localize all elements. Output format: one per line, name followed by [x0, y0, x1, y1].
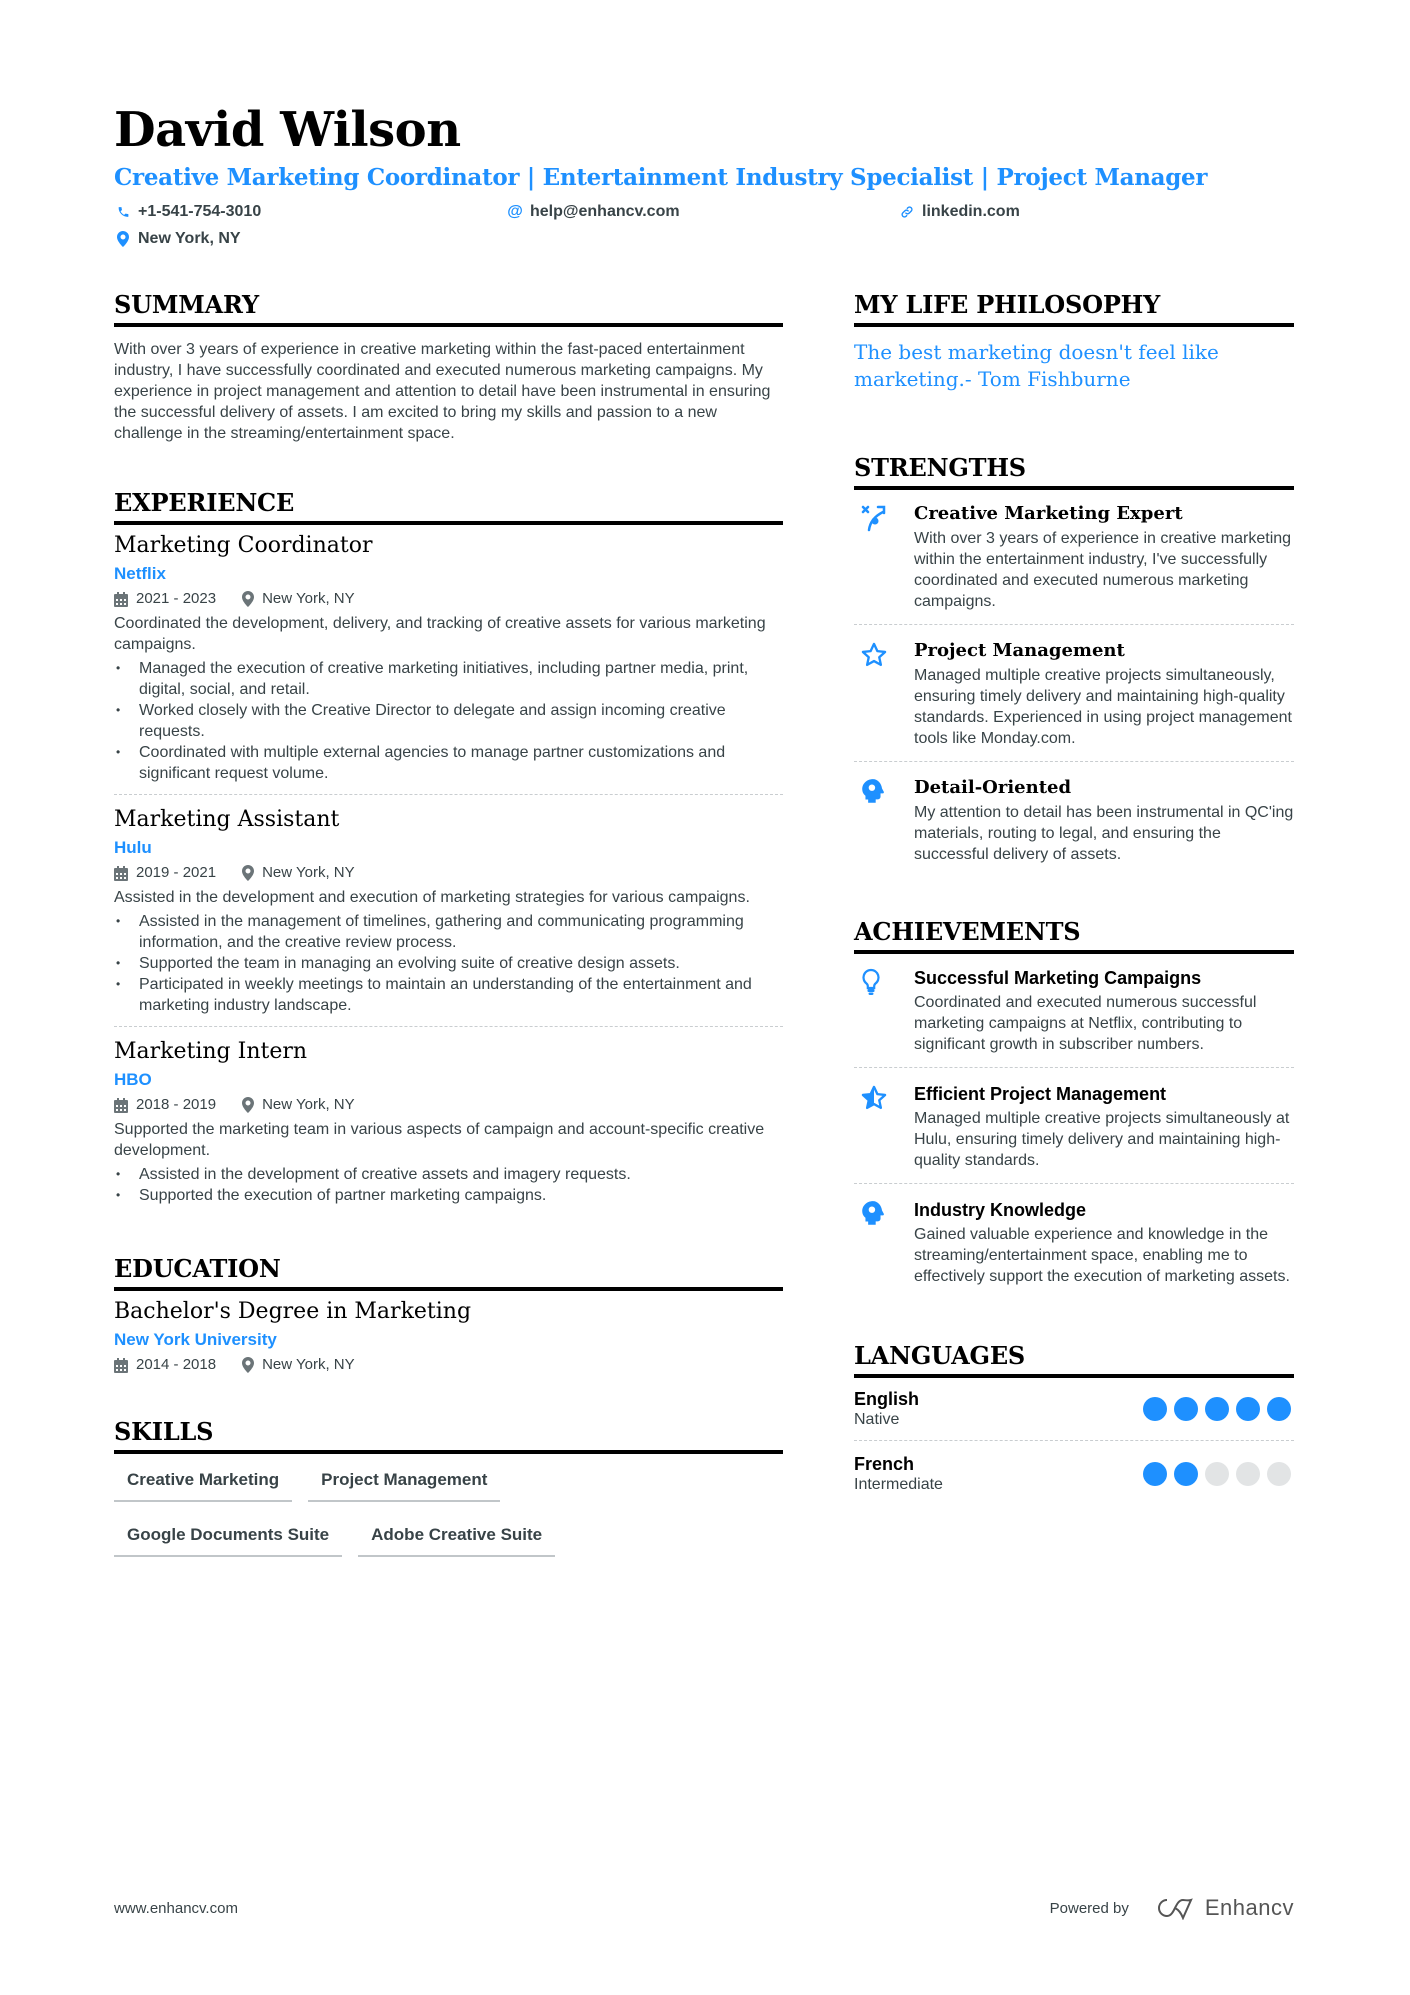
contact-email[interactable]	[506, 198, 898, 225]
section-divider	[854, 1374, 1294, 1378]
job-location: New York, NY	[262, 1096, 355, 1113]
achievement-text: Gained valuable experience and knowledge in the streaming/entertainment space, enabling me to effectively support the execution of marketing assets.	[914, 1226, 1290, 1285]
section-divider	[114, 1287, 783, 1291]
job-bullets	[114, 911, 783, 1016]
strength-item	[854, 761, 1294, 877]
bullet-item: • Supported the execution of partner marketing campaigns.	[114, 1185, 783, 1206]
job-location: New York, NY	[262, 864, 355, 881]
language-name: French	[854, 1454, 915, 1474]
contact-location	[114, 225, 506, 252]
job-dates: 2021 - 2023	[136, 590, 217, 607]
location-pin-icon	[242, 1097, 254, 1113]
education-dates: 2014 - 2018	[136, 1356, 217, 1373]
powered-by-label: Powered by	[1049, 1899, 1129, 1917]
footer-url[interactable]: www.enhancv.com	[114, 1899, 238, 1917]
philosophy-section	[854, 290, 1294, 393]
skills-section	[114, 1417, 783, 1557]
achievement-title: Successful Marketing Campaigns	[914, 968, 1202, 988]
contact-list	[114, 198, 1294, 252]
education-section	[114, 1254, 783, 1377]
section-title: STRENGTHS	[854, 453, 1026, 482]
bullet-item: • Supported the team in managing an evolving suite of creative design assets.	[114, 953, 783, 974]
job-meta	[114, 1093, 783, 1117]
experience-entry	[114, 794, 783, 1026]
degree-title: Bachelor's Degree in Marketing	[114, 1299, 472, 1324]
job-description: Supported the marketing team in various aspects of campaign and account-specific creative development.	[114, 1121, 765, 1159]
location-pin-icon	[242, 1357, 254, 1373]
location-pin-icon	[114, 231, 132, 247]
headline: Creative Marketing Coordinator | Entertainment Industry Specialist | Project Manager	[114, 164, 1208, 191]
achievement-title: Industry Knowledge	[914, 1200, 1087, 1220]
languages-section	[854, 1341, 1294, 1505]
at-icon: @	[507, 202, 523, 220]
head-icon	[854, 1198, 914, 1287]
rating-dot-filled	[1143, 1462, 1167, 1486]
language-item	[854, 1440, 1294, 1505]
enhancv-logo[interactable]	[1153, 1895, 1294, 1921]
bullet-item: • Coordinated with multiple external agencies to manage partner customizations and significant request volume.	[114, 742, 783, 784]
achievement-item	[854, 1067, 1294, 1183]
rating-dot-filled	[1143, 1397, 1167, 1421]
bullet-item: • Worked closely with the Creative Director to delegate and assign incoming creative requests.	[114, 700, 783, 742]
rating-dot-empty	[1236, 1462, 1260, 1486]
job-title: Marketing Assistant	[114, 807, 340, 832]
job-description: Assisted in the development and execution of marketing strategies for various campaigns.	[114, 889, 750, 906]
job-bullets	[114, 1164, 783, 1206]
rating-dot-filled	[1174, 1397, 1198, 1421]
strategy-icon	[854, 502, 914, 612]
section-title: LANGUAGES	[854, 1341, 1026, 1370]
summary-text: With over 3 years of experience in creative marketing within the fast-paced entertainment industry, I have successfully coordinated and executed numerous marketing campaigns. My experience in project management and attention to detail have been instrumental in ensuring the successful delivery of assets. I am excited to bring my skills and passion to a new challenge in the streaming/entertainment space.	[114, 341, 771, 442]
section-title: SKILLS	[114, 1417, 214, 1446]
summary-section	[114, 290, 783, 444]
company-name[interactable]: Hulu	[114, 838, 152, 857]
experience-entry	[114, 531, 783, 794]
job-location: New York, NY	[262, 590, 355, 607]
language-level: Intermediate	[854, 1476, 943, 1493]
footer	[114, 1895, 1294, 1921]
job-title: Marketing Intern	[114, 1039, 308, 1064]
strength-text: Managed multiple creative projects simultaneously, ensuring timely delivery and maintaining high-quality standards. Experienced in using project management tools like Monday.com.	[914, 667, 1292, 747]
skill-tag: Project Management	[308, 1462, 500, 1502]
location-pin-icon	[242, 591, 254, 607]
brand-name: Enhancv	[1204, 1895, 1294, 1920]
skills-list	[114, 1462, 674, 1557]
experience-entry	[114, 1026, 783, 1216]
rating-dot-filled	[1267, 1397, 1291, 1421]
rating-dot-filled	[1236, 1397, 1260, 1421]
section-divider	[854, 323, 1294, 327]
star-half-icon	[854, 1082, 914, 1171]
rating-dot-filled	[1205, 1397, 1229, 1421]
school-name[interactable]: New York University	[114, 1330, 277, 1349]
section-divider	[114, 521, 783, 525]
link-text: linkedin.com	[922, 202, 1020, 220]
company-name[interactable]: HBO	[114, 1070, 152, 1089]
location-pin-icon	[242, 865, 254, 881]
strength-text: My attention to detail has been instrumental in QC'ing materials, routing to legal, and ensuring the successful delivery of assets.	[914, 804, 1294, 863]
language-level: Native	[854, 1411, 900, 1428]
calendar-icon	[114, 1358, 128, 1373]
phone-text: +1-541-754-3010	[138, 202, 262, 220]
language-item	[854, 1382, 1294, 1440]
achievements-section	[854, 917, 1294, 1299]
section-divider	[114, 323, 783, 327]
calendar-icon	[114, 592, 128, 607]
strengths-section	[854, 453, 1294, 877]
achievement-text: Managed multiple creative projects simultaneously at Hulu, ensuring timely delivery and maintaining high-quality standards.	[914, 1110, 1290, 1169]
achievement-title: Efficient Project Management	[914, 1084, 1167, 1104]
philosophy-quote: The best marketing doesn't feel like marketing.- Tom Fishburne	[854, 340, 1219, 391]
section-divider	[854, 486, 1294, 490]
email-text: help@enhancv.com	[530, 202, 680, 220]
powered-by	[1050, 1895, 1294, 1921]
link-icon	[898, 205, 916, 219]
head-icon	[854, 776, 914, 865]
lightbulb-icon	[854, 966, 914, 1055]
rating-dot-filled	[1174, 1462, 1198, 1486]
bullet-item: • Managed the execution of creative marketing initiatives, including partner media, print, digital, social, and retail.	[114, 658, 783, 700]
phone-icon	[114, 205, 132, 219]
education-meta	[114, 1353, 783, 1377]
job-dates: 2019 - 2021	[136, 864, 217, 881]
achievement-item	[854, 1183, 1294, 1299]
job-meta	[114, 861, 783, 885]
job-meta	[114, 587, 783, 611]
right-column	[854, 290, 1294, 1545]
section-divider	[854, 950, 1294, 954]
company-name[interactable]: Netflix	[114, 564, 166, 583]
calendar-icon	[114, 866, 128, 881]
section-title: MY LIFE PHILOSOPHY	[854, 290, 1161, 319]
strength-title: Detail-Oriented	[914, 777, 1072, 798]
achievement-text: Coordinated and executed numerous successful marketing campaigns at Netflix, contributing to significant growth in subscriber numbers.	[914, 994, 1257, 1053]
strength-item	[854, 494, 1294, 624]
candidate-name: David Wilson	[114, 102, 461, 158]
experience-section	[114, 488, 783, 1216]
resume-header	[114, 100, 1294, 252]
contact-link[interactable]	[898, 198, 1290, 225]
strength-text: With over 3 years of experience in creative marketing within the entertainment industry, I've successfully coordinated and executed numerous marketing campaigns.	[914, 530, 1292, 610]
education-location: New York, NY	[262, 1356, 355, 1373]
enhancv-logo-icon	[1153, 1896, 1197, 1920]
strength-item	[854, 624, 1294, 761]
section-title: EDUCATION	[114, 1254, 281, 1283]
achievement-item	[854, 958, 1294, 1067]
skill-tag: Creative Marketing	[114, 1462, 292, 1502]
job-dates: 2018 - 2019	[136, 1096, 217, 1113]
strength-title: Creative Marketing Expert	[914, 503, 1183, 524]
language-rating	[1143, 1397, 1294, 1421]
job-description: Coordinated the development, delivery, and tracking of creative assets for various marketing campaigns.	[114, 615, 766, 653]
skill-tag: Adobe Creative Suite	[358, 1517, 555, 1557]
section-title: ACHIEVEMENTS	[854, 917, 1081, 946]
star-outline-icon	[854, 639, 914, 749]
bullet-item: • Assisted in the management of timelines, gathering and communicating programming information, and the creative review process.	[114, 911, 783, 953]
language-name: English	[854, 1389, 920, 1409]
section-title: SUMMARY	[114, 290, 259, 319]
rating-dot-empty	[1205, 1462, 1229, 1486]
job-title: Marketing Coordinator	[114, 533, 373, 558]
calendar-icon	[114, 1098, 128, 1113]
bullet-item: • Participated in weekly meetings to maintain an understanding of the entertainment and marketing industry landscape.	[114, 974, 783, 1016]
language-rating	[1143, 1462, 1294, 1486]
section-divider	[114, 1450, 783, 1454]
section-title: EXPERIENCE	[114, 488, 295, 517]
job-bullets	[114, 658, 783, 784]
skill-tag: Google Documents Suite	[114, 1517, 342, 1557]
bullet-item: • Assisted in the development of creative assets and imagery requests.	[114, 1164, 783, 1185]
strength-title: Project Management	[914, 640, 1125, 661]
location-text: New York, NY	[138, 229, 241, 247]
contact-phone[interactable]	[114, 198, 506, 225]
rating-dot-empty	[1267, 1462, 1291, 1486]
left-column	[114, 290, 783, 1597]
